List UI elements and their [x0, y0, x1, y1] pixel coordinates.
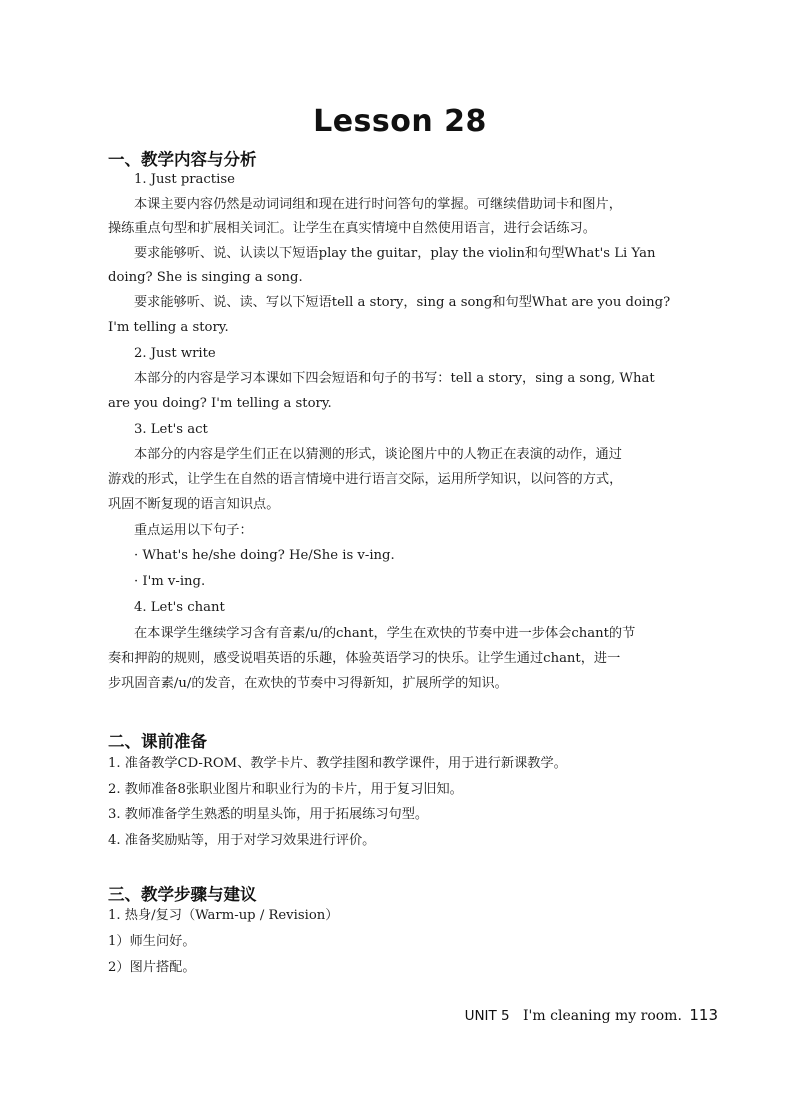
subsection-heading-just-write: 2. Just write	[134, 346, 216, 361]
bullet-sentence: · I'm v-ing.	[134, 574, 206, 589]
subsection-heading-just-practise: 1. Just practise	[134, 172, 235, 187]
paragraph-line: 操练重点句型和扩展相关词汇。让学生在真实情境中自然使用语言，进行会话练习。	[108, 221, 596, 236]
paragraph-line: 巩固不断复现的语言知识点。	[108, 497, 280, 512]
subsection-heading-lets-act: 3. Let's act	[134, 422, 208, 437]
paragraph-line: 要求能够听、说、认读以下短语play the guitar，play the violin和句型What's Li Yan	[134, 246, 656, 261]
paragraph-line: 奏和押韵的规则，感受说唱英语的乐趣，体验英语学习的快乐。让学生通过chant，进一	[108, 651, 621, 666]
list-item: 2）图片搭配。	[108, 960, 196, 975]
list-item: 1）师生问好。	[108, 934, 196, 949]
list-item: 1. 准备教学CD-ROM、教学卡片、教学挂图和教学课件，用于进行新课教学。	[108, 756, 567, 771]
paragraph-line: doing? She is singing a song.	[108, 270, 303, 285]
paragraph-line: 本部分的内容是学习本课如下四会短语和句子的书写：tell a story，sing a song, What	[134, 371, 655, 386]
paragraph-line: 游戏的形式，让学生在自然的语言情境中进行语言交际，运用所学知识，以问答的方式，	[108, 472, 623, 487]
list-item: 4. 准备奖励贴等，用于对学习效果进行评价。	[108, 833, 376, 848]
section-heading-preparation: 二、课前准备	[108, 732, 207, 751]
lesson-title: Lesson 28	[313, 104, 487, 139]
paragraph-line: 要求能够听、说、读、写以下短语tell a story，sing a song和句型What are you doing?	[134, 295, 671, 310]
section-heading-steps: 三、教学步骤与建议	[108, 885, 257, 904]
page-footer	[465, 1006, 718, 1024]
paragraph-line: 本课主要内容仍然是动词词组和现在进行时问答句的掌握。可继续借助词卡和图片，	[134, 197, 622, 212]
paragraph-line: 本部分的内容是学生们正在以猜测的形式，谈论图片中的人物正在表演的动作，通过	[134, 447, 622, 462]
section-heading-content-analysis: 一、教学内容与分析	[108, 150, 257, 169]
footer-unit: UNIT 5	[464, 1008, 510, 1024]
bullet-sentence: · What's he/she doing? He/She is v-ing.	[134, 548, 395, 563]
list-item: 1. 热身/复习（Warm-up / Revision）	[108, 908, 339, 923]
list-item: 2. 教师准备8张职业图片和职业行为的卡片，用于复习旧知。	[108, 782, 463, 797]
page-number: 113	[689, 1006, 718, 1024]
paragraph-line: 重点运用以下句子：	[134, 523, 253, 538]
paragraph-line: 在本课学生继续学习含有音素/u/的chant，学生在欢快的节奏中进一步体会chant的节	[134, 626, 636, 641]
footer-unit-title: I'm cleaning my room.	[523, 1008, 682, 1024]
paragraph-line: I'm telling a story.	[108, 320, 229, 335]
paragraph-line: 步巩固音素/u/的发音，在欢快的节奏中习得新知，扩展所学的知识。	[108, 676, 508, 691]
list-item: 3. 教师准备学生熟悉的明星头饰，用于拓展练习句型。	[108, 807, 429, 822]
subsection-heading-lets-chant: 4. Let's chant	[134, 600, 225, 615]
paragraph-line: are you doing? I'm telling a story.	[108, 396, 332, 411]
